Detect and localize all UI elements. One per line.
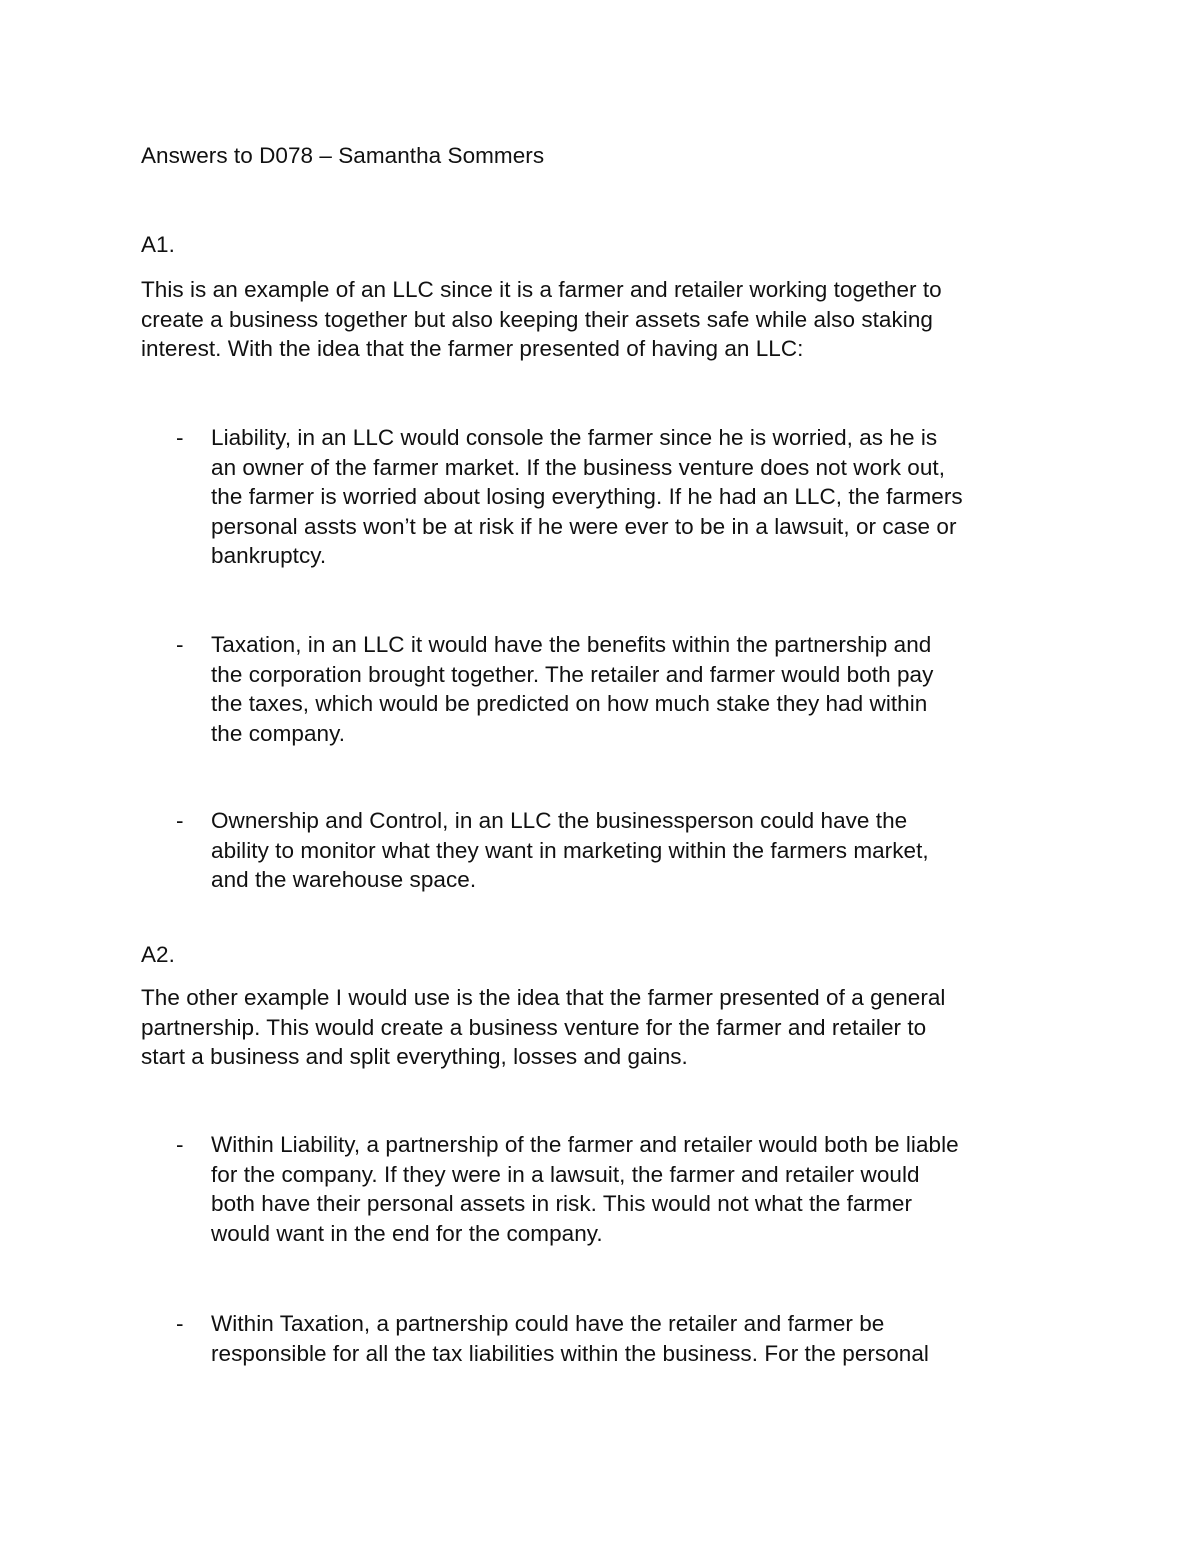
bullet-line: Liability, in an LLC would console the farmer since he is worried, as he is [211,425,938,450]
bullet-text [211,630,1091,748]
bullet-line: the company. [211,720,346,746]
bullet-line: the taxes, which would be predicted on how much stake they had within [211,691,928,716]
bullet-line: personal assts won’t be at risk if he were ever to be in a lawsuit, or case or [211,513,957,539]
bullet-line: ability to monitor what they want in marketing within the farmers market, [211,837,929,863]
paragraph-line: start a business and split everything, losses and gains. [141,1044,688,1069]
bullet-line: the farmer is worried about losing everything. If he had an LLC, the farmers [211,484,963,509]
bullet-line: would want in the end for the company. [211,1220,603,1246]
bullet-line: for the company. If they were in a lawsuit, the farmer and retailer would [211,1161,920,1187]
paragraph-line: This is an example of an LLC since it is a farmer and retailer working together to [141,277,942,302]
bullet-line: Within Liability, a partnership of the farmer and retailer would both be liable [211,1132,959,1157]
bullet-line: Taxation, in an LLC it would have the benefits within the partnership and [211,632,932,657]
bullet-marker: - [176,632,184,657]
paragraph-line: interest. With the idea that the farmer presented of having an LLC: [141,336,804,361]
section-a2-intro [141,983,1061,1072]
bullet-line: and the warehouse space. [211,867,477,892]
bullet-line: bankruptcy. [211,543,327,568]
bullet-text [211,1309,1091,1368]
bullet-marker: - [176,1311,184,1336]
section-label-a1: A1. [141,232,175,257]
bullet-line: responsible for all the tax liabilities within the business. For the personal [211,1340,929,1366]
bullet-line: Ownership and Control, in an LLC the businessperson could have the [211,808,908,833]
bullet-marker: - [176,808,184,833]
document-title: Answers to D078 – Samantha Sommers [141,143,545,168]
bullet-text [211,423,1091,571]
paragraph-line: The other example I would use is the idea that the farmer presented of a general [141,985,946,1010]
bullet-line: the corporation brought together. The retailer and farmer would both pay [211,661,934,687]
bullet-line: an owner of the farmer market. If the business venture does not work out, [211,454,946,480]
section-a1-intro [141,275,1061,364]
paragraph-line: partnership. This would create a business venture for the farmer and retailer to [141,1014,927,1040]
bullet-line: both have their personal assets in risk. This would not what the farmer [211,1191,912,1216]
bullet-text [211,1130,1091,1248]
bullet-text [211,806,1091,895]
paragraph-line: create a business together but also keeping their assets safe while also staking [141,306,933,332]
bullet-marker: - [176,1132,184,1157]
section-label-a2: A2. [141,942,175,967]
bullet-line: Within Taxation, a partnership could have the retailer and farmer be [211,1311,885,1336]
bullet-marker: - [176,425,184,450]
